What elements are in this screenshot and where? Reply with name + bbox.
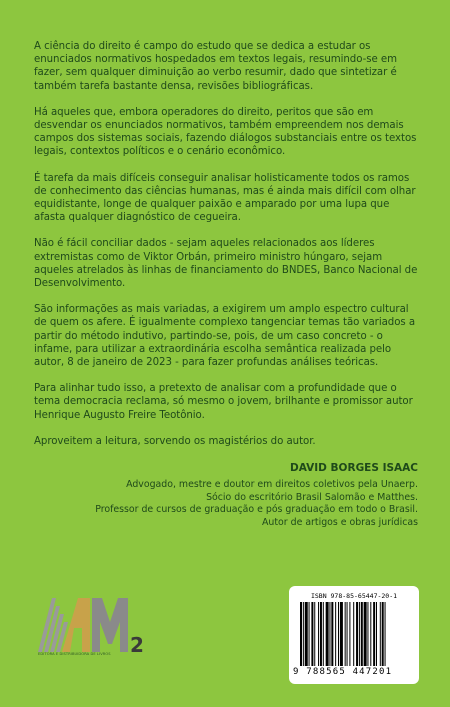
barcode-bar	[303, 602, 304, 666]
barcode-icon	[300, 602, 410, 666]
logo-m-shape	[92, 598, 128, 652]
paragraph-7: Aproveitem a leitura, sorvendo os magistérios do autor.	[34, 435, 316, 447]
paragraph-5: São informações as mais variadas, a exigirem um amplo espectro cultural de quem os afere. É igualmente complexo tangenciar temas tão variados a partir do método indutivo, partindo-se, pois, de um caso concreto - o infame, para utilizar a extraordinária escolha semântica realizada pelo autor, 8 de janeiro de 2023 - para fazer profundas análises teóricas.	[34, 304, 416, 369]
barcode-bar	[340, 602, 343, 666]
barcode-bar	[320, 602, 322, 666]
barcode-bar	[305, 602, 308, 666]
author-credential: Professor de cursos de graduação e pós graduação em todo o Brasil.	[95, 504, 418, 516]
barcode-bar	[361, 602, 363, 666]
barcode-bar	[380, 602, 381, 666]
barcode-bar	[373, 602, 375, 666]
barcode-bar	[356, 602, 358, 666]
author-credential: Sócio do escritório Brasil Salomão e Matthes.	[206, 491, 418, 503]
barcode-bar	[311, 602, 313, 666]
back-cover-text	[34, 40, 418, 529]
barcode-bar	[349, 602, 350, 666]
barcode-bar	[353, 602, 354, 666]
author-name: DAVID BORGES ISAAC	[290, 462, 418, 475]
barcode-bar	[326, 602, 329, 666]
author-credential: Advogado, mestre e doutor em direitos coletivos pela Unaerp.	[126, 479, 418, 491]
paragraph-6: Para alinhar tudo isso, a pretexto de analisar com a profundidade que o tema democracia reclama, só mesmo o jovem, brilhante e promissor autor Henrique Augusto Freire Teotônio.	[34, 383, 413, 421]
barcode-bar	[338, 602, 339, 666]
paragraph-1: A ciência do direito é campo do estudo que se dedica a estudar os enunciados normativos hospedados em textos legais, resumindo-se em fazer, sem qualquer diminuição ao verbo resumir, dado que sintetizar é também tarefa bastante densa, revisões bibliográficas.	[34, 41, 397, 92]
paragraph-4: Não é fácil conciliar dados - sejam aqueles relacionados aos líderes extremistas como de Viktor Orbán, primeiro ministro húngaro, sejam aqueles atrelados às linhas de financiamento do BNDES, Banco Nacional de Desenvolvimento.	[34, 238, 418, 290]
barcode-panel	[289, 586, 419, 684]
paragraph-2: Há aqueles que, embora operadores do direito, peritos que são em desvendar os enunciados normativos, também empreendem nos demais campos dos sistemas sociais, fazendo diálogos substanciais entre os textos legais, contextos políticos e o cenário econômico.	[34, 106, 417, 158]
logo-stripes	[38, 598, 68, 652]
author-credential: Autor de artigos e obras jurídicas	[262, 516, 418, 528]
logo-two-glyph: 2	[130, 633, 144, 656]
isbn-text: ISBN 978-85-65447-20-1	[310, 592, 398, 600]
barcode-bar	[367, 602, 368, 666]
barcode-bar	[314, 602, 315, 666]
paragraph-3: É tarefa da mais difíceis conseguir analisar holisticamente todos os ramos de conhecimento das ciências humanas, mas é ainda mais difícil com olhar equidistante, longe de qualquer paixão e amparado por uma lupa que afasta qualquer diagnóstico de cegueira.	[34, 172, 416, 224]
barcode-bar	[318, 602, 319, 666]
barcode-bar	[385, 602, 386, 666]
barcode-bar	[345, 602, 346, 666]
barcode-bar	[300, 602, 302, 666]
barcode-bar	[331, 602, 333, 666]
barcode-bar	[347, 602, 348, 666]
barcode-bar	[370, 602, 371, 666]
publisher-logo-icon	[38, 592, 156, 656]
barcode-bar	[335, 602, 336, 666]
publisher-caption: EDITORA E DISTRIBUIDORA DE LIVROS	[38, 652, 111, 656]
barcode-digits: 9 788565 447201	[293, 667, 393, 677]
author-signature	[34, 461, 418, 529]
barcode-bar	[329, 602, 330, 666]
barcode-bar	[309, 602, 310, 666]
barcode-bar	[376, 602, 377, 666]
barcode-bar	[364, 602, 367, 666]
barcode-bar	[323, 602, 324, 666]
barcode-bar	[382, 602, 384, 666]
barcode-bar	[359, 602, 360, 666]
